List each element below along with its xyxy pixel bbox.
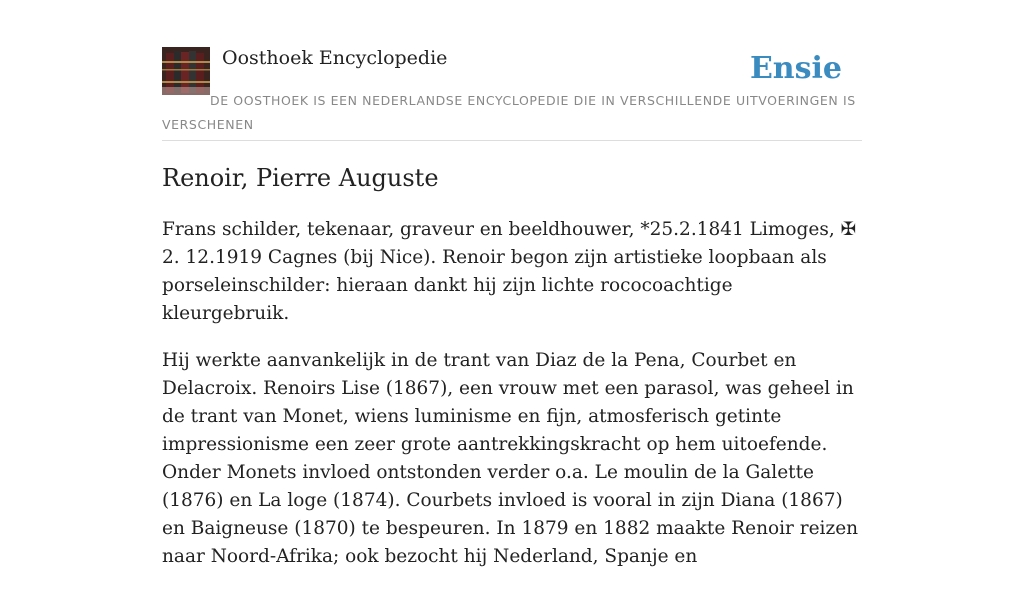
site-title-link[interactable]: Oosthoek Encyclopedie (222, 47, 448, 69)
content-container (162, 0, 862, 567)
article-paragraph: Frans schilder, tekenaar, graveur en beeldhouwer, *25.2.1841 Limoges, ✠ 2. 12.1919 Cagnes (bij Nice). Renoir begon zijn artistieke loopbaan als porseleinschilder: hieraan dankt hij zijn lichte rococoachtige kleurgebruik. (162, 219, 857, 324)
site-tagline: DE OOSTHOEK IS EEN NEDERLANDSE ENCYCLOPEDIE DIE IN VERSCHILLENDE UITVOERINGEN IS VERSCHENEN (162, 93, 856, 132)
article-title: Renoir, Pierre Auguste (162, 164, 439, 192)
brand-logo-link[interactable]: Ensie (749, 51, 842, 86)
site-header (162, 0, 862, 141)
book-spines-icon[interactable] (162, 47, 210, 95)
article-paragraph: Hij werkte aanvankelijk in de trant van Diaz de la Pena, Courbet en Delacroix. Renoirs Lise (1867), een vrouw met een parasol, was geheel in de trant van Monet, wiens luminisme en fijn, atmosferisch getinte impressionisme een zeer grote aantrekkingskracht op hem uitoefende. Onder Monets invloed ontstonden verder o.a. Le moulin de la Galette (1876) en La loge (1874). Courbets invloed is vooral in zijn Diana (1867) en Baigneuse (1870) te bespeuren. In 1879 en 1882 maakte Renoir reizen naar Noord-Afrika; ook bezocht hij Nederland, Spanje en (162, 350, 859, 567)
article-body (162, 216, 862, 590)
